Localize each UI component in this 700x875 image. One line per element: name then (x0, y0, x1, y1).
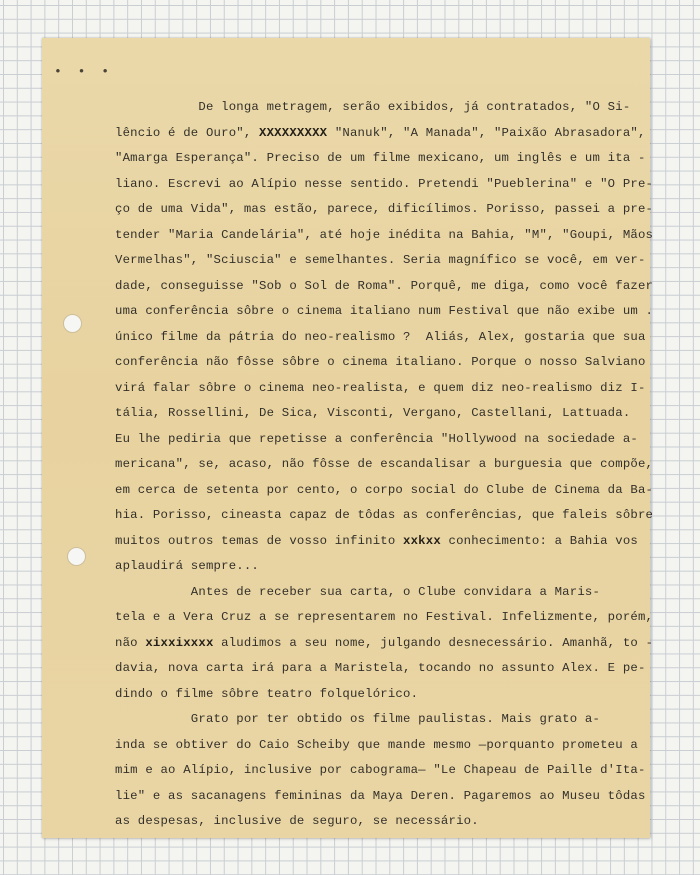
line-text: "Amarga Esperança". Preciso de um filme mexicano, um inglês e um ita - (115, 151, 646, 165)
text-line (115, 427, 645, 453)
text-line (115, 478, 654, 504)
text-line (115, 248, 645, 274)
text-line (115, 197, 654, 223)
line-text: tender "Maria Candelária", até hoje inédita na Bahia, "M", "Goupi, Mãos (115, 227, 654, 242)
text-line (115, 733, 645, 759)
punch-hole-bottom (67, 547, 86, 566)
letter-body (115, 95, 654, 835)
text-line (115, 452, 654, 478)
line-text: lêncio é de Ouro", (115, 125, 260, 140)
text-line (115, 631, 654, 657)
text-line (115, 376, 645, 402)
text-line (115, 682, 645, 708)
text-line (115, 784, 645, 810)
line-text: tela e a Vera Cruz a se representarem no Festival. Infelizmente, porém, (115, 610, 654, 624)
line-text: uma conferência sôbre o cinema italiano num Festival que não exibe um . (115, 304, 654, 318)
text-line (115, 503, 654, 529)
struck-out-text: xixxixxxx (145, 635, 214, 650)
text-line (115, 554, 645, 580)
text-line (115, 146, 645, 172)
text-line (115, 223, 654, 249)
line-text: aludimos a seu nome, julgando desnecessário. Amanhã, to - (213, 635, 654, 650)
text-line (115, 325, 645, 351)
line-text: liano. Escrevi ao Alípio nesse sentido. Pretendi "Pueblerina" e "O Pre- (115, 176, 654, 191)
line-text: aplaudirá sempre... (115, 559, 260, 573)
line-text: dade, conseguisse "Sob o Sol de Roma". Porquê, me diga, como você fazer (115, 278, 654, 293)
text-line (115, 707, 645, 733)
line-text: Eu lhe pediria que repetisse a conferência "Hollywood na sociedade a- (115, 431, 638, 446)
text-line (115, 809, 645, 835)
text-line (115, 605, 654, 631)
line-text: De longa metragem, serão exibidos, já contratados, "O Si- (115, 100, 631, 114)
line-text: as despesas, inclusive de seguro, se necessário. (115, 814, 479, 828)
struck-out-text: XXXXXXXXX (259, 125, 328, 140)
line-text: tália, Rossellini, De Sica, Visconti, Vergano, Castellani, Lattuada. (115, 406, 631, 420)
line-text: dindo o filme sôbre teatro folquelórico. (115, 686, 419, 701)
text-line (115, 172, 654, 198)
text-line (115, 529, 645, 555)
text-line (115, 350, 645, 376)
text-line (115, 95, 645, 121)
line-text: ço de uma Vida", mas estão, parece, dificílimos. Porisso, passei a pre- (115, 202, 654, 216)
margin-mark: • • • (54, 64, 114, 79)
line-text: "Nanuk", "A Manada", "Paixão Abrasadora", (327, 125, 646, 140)
line-text: conhecimento: a Bahia vos (440, 533, 638, 548)
line-text: Grato por ter obtido os filme paulistas. Mais grato a- (115, 712, 601, 726)
text-line (115, 121, 645, 147)
text-line (115, 274, 654, 300)
text-line (115, 758, 645, 784)
letter-page (42, 38, 654, 838)
line-text: davia, nova carta irá para a Maristela, tocando no assunto Alex. E pe- (115, 661, 646, 675)
line-text: hia. Porisso, cineasta capaz de tôdas as conferências, que faleis sôbre (115, 508, 654, 522)
text-line (115, 656, 645, 682)
line-text: inda se obtiver do Caio Scheiby que mande mesmo —porquanto prometeu a (115, 737, 638, 752)
line-text: conferência não fôsse sôbre o cinema italiano. Porque o nosso Salviano (115, 355, 646, 369)
line-text: Antes de receber sua carta, o Clube convidara a Maris- (115, 584, 601, 599)
struck-out-text: xxkxx (403, 533, 441, 548)
line-text: Vermelhas", "Sciuscia" e semelhantes. Seria magnífico se você, em ver- (115, 253, 646, 267)
line-text: mim e ao Alípio, inclusive por cabograma— "Le Chapeau de Paille d'Ita- (115, 763, 646, 777)
line-text: único filme da pátria do neo-realismo ? Aliás, Alex, gostaria que sua (115, 329, 646, 344)
text-line (115, 299, 654, 325)
line-text: virá falar sôbre o cinema neo-realista, e quem diz neo-realismo diz I- (115, 380, 646, 395)
line-text: mericana", se, acaso, não fôsse de escandalisar a burguesia que compõe, (115, 457, 654, 471)
text-line (115, 580, 645, 606)
line-text: lie" e as sacanagens femininas da Maya Deren. Pagaremos ao Museu tôdas (115, 788, 646, 803)
text-line (115, 401, 645, 427)
punch-hole-top (63, 314, 82, 333)
line-text: muitos outros temas de vosso infinito (115, 533, 404, 548)
line-text: em cerca de setenta por cento, o corpo social do Clube de Cinema da Ba- (115, 482, 654, 497)
line-text: não (115, 635, 146, 650)
